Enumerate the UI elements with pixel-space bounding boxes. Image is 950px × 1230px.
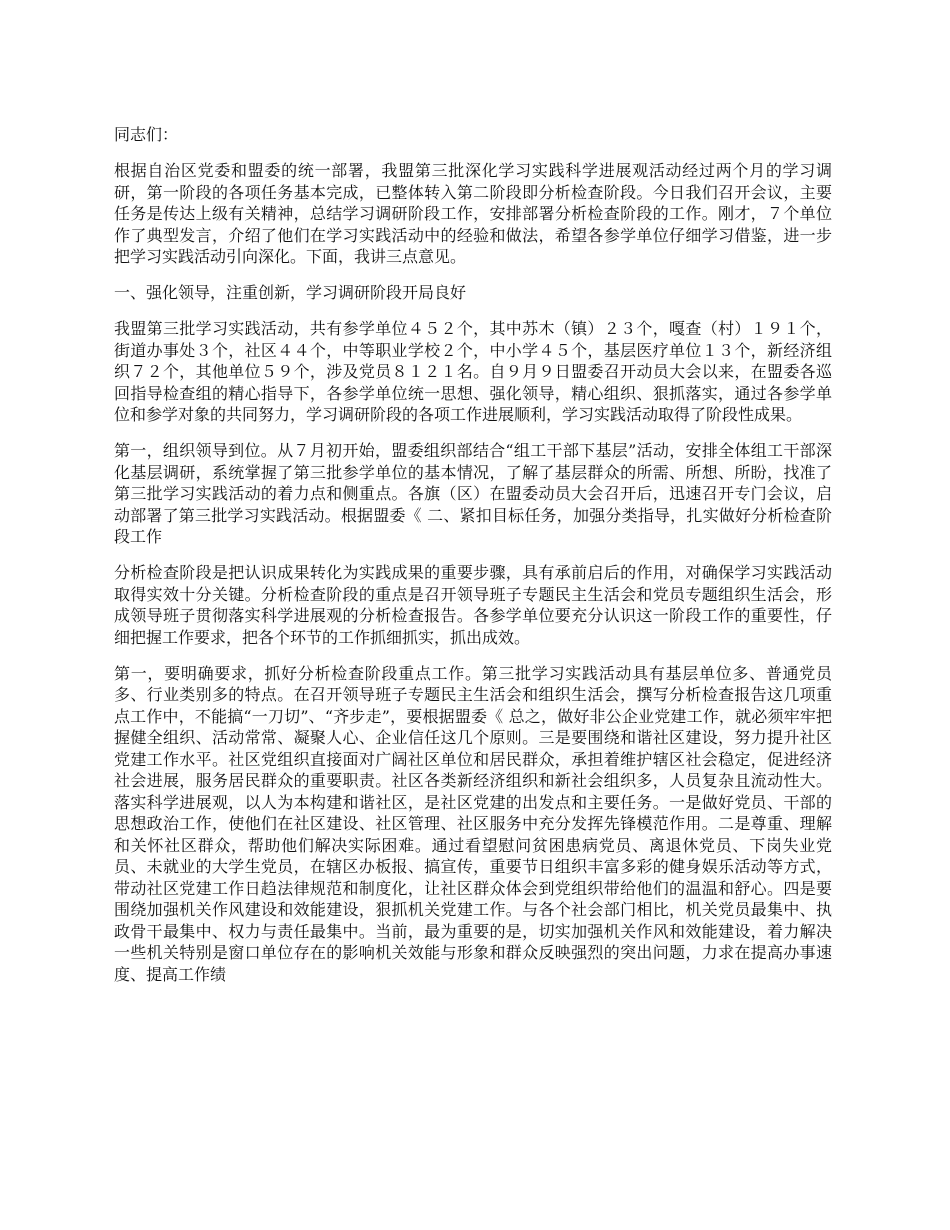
paragraph-statistics: 我盟第三批学习实践活动，共有参学单位４５２个，其中苏木（镇）２３个，嘎查（村）１９１个，街道办事处３个，社区４４个，中等职业学校２个，中小学４５个，基层医疗单位１３个，新经济组织７２个，其他单位５９个，涉及党员８１２１名。自９月９日盟委召开动员大会以来，在盟委各巡回指导检查组的精心指导下，各参学单位统一思想、强化领导，精心组织、狠抓落实，通过各参学单位和参学对象的共同努力，学习调研阶段的各项工作进展顺利，学习实践活动取得了阶段性成果。 xyxy=(114,319,832,424)
section-heading-1: 一、强化领导，注重创新，学习调研阶段开局良好 xyxy=(114,283,467,302)
paragraph-requirements: 第一，要明确要求，抓好分析检查阶段重点工作。第三批学习实践活动具有基层单位多、普通党员多、行业类别多的特点。在召开领导班子专题民主生活会和组织生活会，撰写分析检查报告这几项重点工作中，不能搞“一刀切”、“齐步走”，要根据盟委《 总之，做好非公企业党建工作，就必须牢牢把握健全组织、活动常常、凝聚人心、企业信任这几个原则。三是要围绕和谐社区建设，努力提升社区党建工作水平。社区党组织直接面对广阔社区单位和居民群众，承担着维护辖区社会稳定，促进经济社会进展，服务居民群众的重要职责。社区各类新经济组织和新社会组织多，人员复杂且流动性大。落实科学进展观，以人为本构建和谐社区，是社区党建的出发点和主要任务。一是做好党员、干部的思想政治工作，使他们在社区建设、社区管理、社区服务中充分发挥先锋模范作用。二是尊重、理解和关怀社区群众，帮助他们解决实际困难。通过看望慰问贫困患病党员、离退休党员、下岗失业党员、未就业的大学生党员，在辖区办板报、搞宣传，重要节日组织丰富多彩的健身娱乐活动等方式，带动社区党建工作日趋法律规范和制度化，让社区群众体会到党组织带给他们的温温和舒心。四是要围绕加强机关作风建设和效能建设，狠抓机关党建工作。与各个社会部门相比，机关党员最集中、执政骨干最集中、权力与责任最集中。当前，最为重要的是，切实加强机关作风和效能建设，着力解决一些机关特别是窗口单位存在的影响机关效能与形象和群众反映强烈的突出问题，力求在提高办事速度、提高工作绩 xyxy=(114,663,832,984)
paragraph-organization: 第一，组织领导到位。从７月初开始，盟委组织部结合“组工干部下基层”活动，安排全体组工干部深化基层调研，系统掌握了第三批参学单位的基本情况，了解了基层群众的所需、所想、所盼，找准了第三批学习实践活动的着力点和侧重点。各旗（区）在盟委动员大会召开后，迅速召开专门会议，启动部署了第三批学习实践活动。根据盟委《 二、紧扣目标任务，加强分类指导，扎实做好分析检查阶段工作 xyxy=(114,441,832,546)
paragraph-intro: 根据自治区党委和盟委的统一部署，我盟第三批深化学习实践科学进展观活动经过两个月的学习调研，第一阶段的各项任务基本完成，已整体转入第二阶段即分析检查阶段。今日我们召开会议，主要任务是传达上级有关精神，总结学习调研阶段工作，安排部署分析检查阶段的工作。刚才，７个单位作了典型发言，介绍了他们在学习实践活动中的经验和做法，希望各参学单位仔细学习借鉴，进一步把学习实践活动引向深化。下面，我讲三点意见。 xyxy=(114,161,832,266)
document-body xyxy=(114,124,832,1000)
salutation: 同志们： xyxy=(114,125,179,144)
paragraph-analysis-stage: 分析检查阶段是把认识成果转化为实践成果的重要步骤，具有承前启后的作用，对确保学习实践活动取得实效十分关键。分析检查阶段的重点是召开领导班子专题民主生活会和党员专题组织生活会，形成领导班子贯彻落实科学进展观的分析检查报告。各参学单位要充分认识这一阶段工作的重要性，仔细把握工作要求，把各个环节的工作抓细抓实，抓出成效。 xyxy=(114,563,832,647)
